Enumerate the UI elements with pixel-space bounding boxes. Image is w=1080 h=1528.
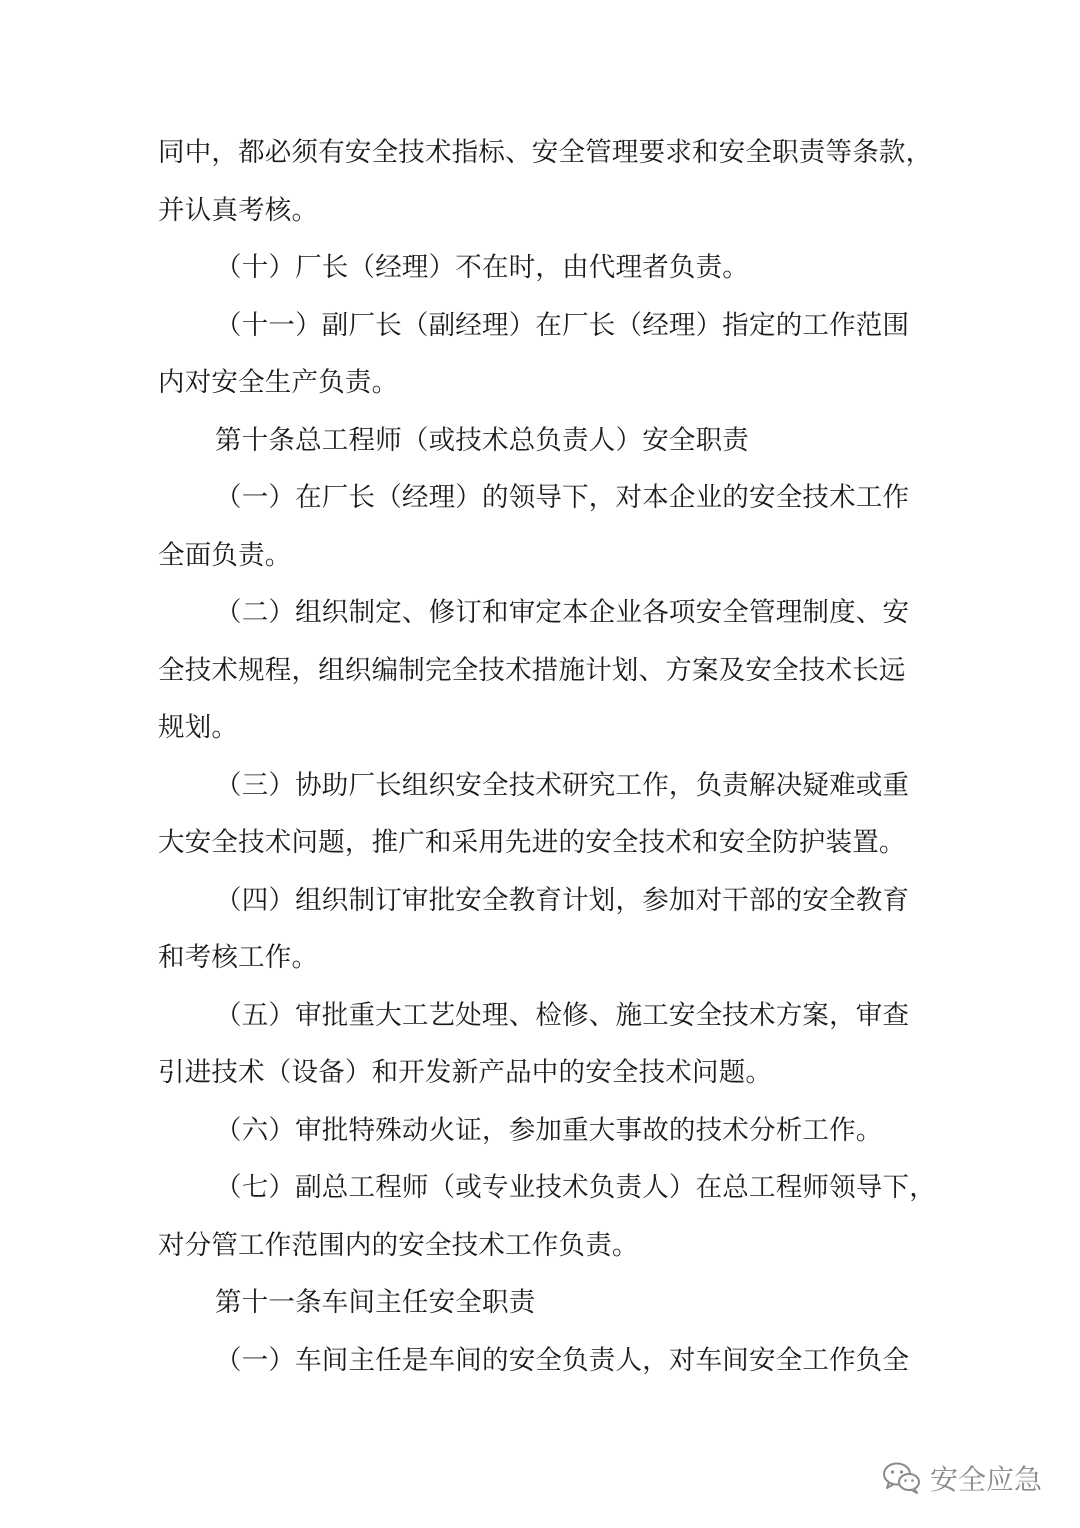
text-line: 引进技术（设备）和开发新产品中的安全技术问题。	[158, 1057, 773, 1088]
text-line: 全面负责。	[158, 539, 292, 571]
text-line: 和考核工作。	[158, 942, 319, 973]
text-line: （二）组织制定、修订和审定本企业各项安全管理制度、安	[215, 597, 910, 628]
watermark	[882, 1458, 1042, 1498]
text-line: （五）审批重大工艺处理、检修、施工安全技术方案，审查	[215, 999, 910, 1031]
text-line: （四）组织制订审批安全教育计划，参加对干部的安全教育	[215, 884, 910, 916]
watermark-text: 安全应急	[929, 1463, 1042, 1496]
text-line: 第十条总工程师（或技术总负责人）安全职责	[215, 424, 749, 456]
text-line: （十一）副厂长（副经理）在厂长（经理）指定的工作范围	[215, 309, 910, 341]
text-line: 同中，都必须有安全技术指标、安全管理要求和安全职责等条款，	[158, 137, 933, 168]
text-line: （六）审批特殊动火证，参加重大事故的技术分析工作。	[215, 1114, 883, 1146]
text-line: 第十一条车间主任安全职责	[215, 1287, 536, 1318]
text-line: （三）协助厂长组织安全技术研究工作，负责解决疑难或重	[215, 769, 910, 801]
text-line: （十）厂长（经理）不在时，由代理者负责。	[215, 252, 749, 283]
text-line: 内对安全生产负责。	[158, 367, 399, 398]
text-line: 对分管工作范围内的安全技术工作负责。	[158, 1229, 639, 1261]
document-body	[158, 124, 936, 1389]
text-line: 并认真考核。	[158, 194, 319, 226]
text-line: 全技术规程，组织编制完全技术措施计划、方案及安全技术长远	[158, 654, 906, 686]
text-line: （七）副总工程师（或专业技术负责人）在总工程师领导下，	[215, 1172, 936, 1203]
text-line: （一）车间主任是车间的安全负责人，对车间安全工作负全	[215, 1344, 910, 1376]
wechat-icon	[882, 1461, 922, 1495]
text-line: 大安全技术问题，推广和采用先进的安全技术和安全防护装置。	[158, 827, 906, 858]
text-line: （一）在厂长（经理）的领导下，对本企业的安全技术工作	[215, 482, 910, 513]
text-line: 规划。	[158, 712, 239, 743]
